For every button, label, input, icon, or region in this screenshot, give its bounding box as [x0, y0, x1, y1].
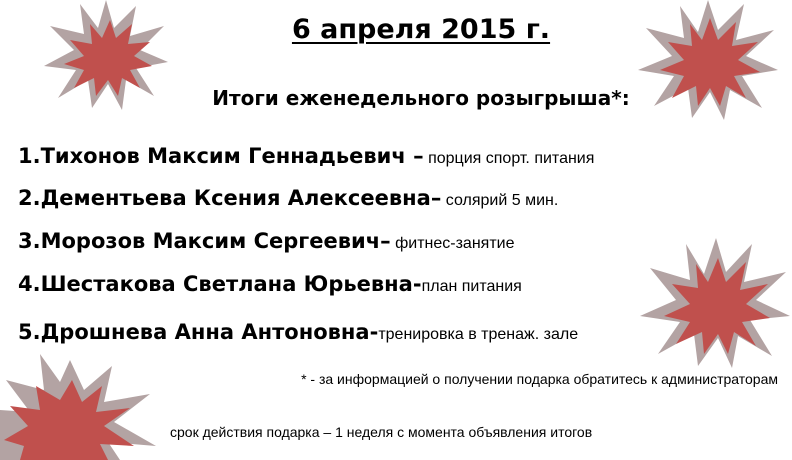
winner-prize: план питания: [421, 278, 522, 295]
winner-number: 3.: [18, 229, 41, 253]
winner-name: Морозов Максим Сергеевич–: [40, 229, 391, 253]
winner-prize: порция спорт. питания: [423, 150, 595, 167]
winner-name: Тихонов Максим Геннадьевич –: [40, 144, 424, 168]
winner-item: [18, 229, 514, 253]
winner-item: [18, 320, 578, 344]
winner-item: [18, 144, 594, 168]
winner-name: Дрошнева Анна Антоновна-: [40, 320, 379, 344]
footnote-text: * - за информацией о получении подарка обратитесь к администраторам: [301, 371, 778, 387]
winner-prize: фитнес-занятие: [390, 235, 515, 252]
winner-number: 2.: [18, 186, 41, 210]
winner-item: [18, 186, 558, 210]
starburst-bottom-left-decoration: [0, 350, 160, 460]
winner-name: Дементьева Ксения Алексеевна–: [40, 186, 442, 210]
winner-number: 4.: [18, 272, 41, 296]
starburst-middle-right-decoration: [640, 238, 790, 368]
winner-number: 1.: [18, 144, 41, 168]
winner-item: [18, 272, 522, 296]
page-date-heading: 6 апреля 2015 г.: [291, 14, 551, 45]
winner-number: 5.: [18, 320, 41, 344]
winner-prize: тренировка в тренаж. зале: [378, 326, 579, 343]
validity-text: срок действия подарка – 1 неделя с момента объявления итогов: [170, 424, 593, 440]
winner-name: Шестакова Светлана Юрьевна-: [40, 272, 422, 296]
winner-prize: солярий 5 мин.: [441, 192, 559, 209]
page-subtitle: Итоги еженедельного розыгрыша*:: [212, 86, 630, 110]
